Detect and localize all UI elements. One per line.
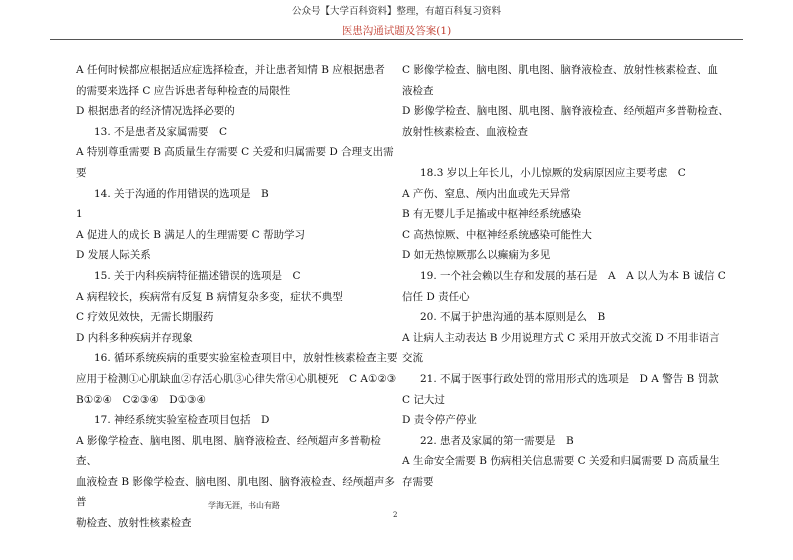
text-line: 存需要 [402,475,434,488]
footer-motto: 学海无涯，书山有路 [208,501,280,510]
question-heading: 21. 不属于医事行政处罚的常用形式的选项是 D A 警告 B 罚款 [420,372,719,385]
question-heading: 16. 循环系统疾病的重要实验室检查项目中，放射性核素检查主要 [94,352,398,365]
text-line: 的需要来选择 C 应告诉患者每种检查的局限性 [76,84,291,97]
text-line: 放射性核素检查、血液检查 [402,125,528,138]
text-line: A 病程较长，疾病常有反复 B 病情复杂多变，症状不典型 [76,290,343,303]
page-number: 2 [393,511,398,519]
text-line: D 如无热惊厥那么以癫痫为多见 [402,249,551,262]
text-line: D 内科多种疾病并存现象 [76,331,193,344]
text-line: 血液检查 B 影像学检查、脑电图、肌电图、脑脊液检查、经颅超声多普 [76,475,395,509]
text-line: A 任何时候都应根据适应症选择检查，并让患者知情 B 应根据患者 [76,64,385,76]
text-line: A 让病人主动表达 B 少用说理方式 C 采用开放式交流 D 不用非语言 [402,331,720,344]
text-line: 勒检查、放射性核素检查 [76,517,192,530]
text-line: A 产伤、窒息、颅内出血或先天异常 [402,187,571,200]
right-column [402,60,747,492]
question-heading: 20. 不属于护患沟通的基本原则是么 B [420,311,606,324]
text-line: A 生命安全需要 B 伤病相关信息需要 C 关爱和归属需要 D 高质量生 [402,455,720,468]
text-line: A 特别尊重需要 B 高质量生存需要 C 关爱和归属需要 D 合理支出需 [76,146,394,159]
text-line: 要 [76,166,87,179]
question-heading: 19. 一个社会赖以生存和发展的基石是 A A 以人为本 B 诚信 C [420,269,726,282]
text-line: D 根据患者的经济情况选择必要的 [76,105,235,118]
text-line: A 促进人的成长 B 满足人的生理需要 C 帮助学习 [76,228,306,241]
document-title: 医患沟通试题及答案(1) [341,25,452,37]
text-line: 1 [76,208,83,221]
left-column [76,60,398,534]
text-line: B 有无婴儿手足搐或中枢神经系统感染 [402,208,582,221]
text-line: 信任 D 责任心 [402,290,470,303]
text-line: D 影像学检查、脑电图、肌电图、脑脊液检查、经颅超声多普勒检查、 [402,105,729,118]
text-line: 应用于检测①心肌缺血②存活心肌③心律失常④心肌梗死 C A①②③ [76,372,397,385]
text-line: B①②④ C②③④ D①③④ [76,393,206,406]
text-line: A 影像学检查、脑电图、肌电图、脑脊液检查、经颅超声多普勒检查、 [76,434,381,468]
text-line: C 记大过 [402,393,445,406]
question-heading: 18.3 岁以上年长儿，小儿惊厥的发病原因应主要考虑 C [420,166,686,179]
text-line: 交流 [402,352,423,365]
header-divider [50,39,743,40]
question-heading: 15. 关于内科疾病特征描述错误的选项是 C [94,269,301,282]
text-line: C 疗效见效快，无需长期服药 [76,311,214,324]
top-banner: 公众号【大学百科资料】整理，有超百科复习资料 [291,6,501,17]
question-heading: 14. 关于沟通的作用错误的选项是 B [94,187,269,200]
question-heading: 13. 不是患者及家属需要 C [94,125,228,138]
text-line: D 责令停产停业 [402,414,477,427]
text-line: 液检查 [402,84,434,97]
text-line: C 高热惊厥、中枢神经系统感染可能性大 [402,228,592,241]
text-line: C 影像学检查、脑电图、肌电图、脑脊液检查、放射性核素检查、血 [402,64,718,76]
question-heading: 22. 患者及家属的第一需要是 B [420,434,574,447]
text-line: D 发展人际关系 [76,249,151,262]
question-heading: 17. 神经系统实验室检查项目包括 D [94,414,270,427]
